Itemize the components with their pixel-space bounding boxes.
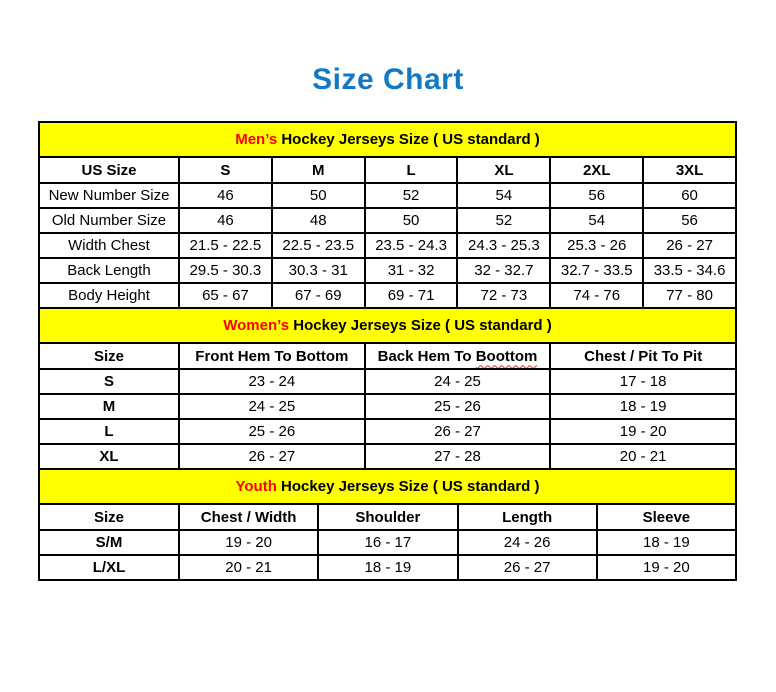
size-value: 21.5 - 22.5	[179, 233, 272, 258]
size-value: 56	[550, 183, 643, 208]
table-row	[39, 183, 736, 208]
size-value: 74 - 76	[550, 283, 643, 308]
table-row	[39, 369, 736, 394]
mens-header-row	[39, 157, 736, 183]
mens-size-table	[38, 121, 737, 309]
size-value: 52	[365, 183, 458, 208]
size-value: 26 - 27	[643, 233, 736, 258]
table-row	[39, 283, 736, 308]
size-value: 31 - 32	[365, 258, 458, 283]
column-header: 2XL	[550, 157, 643, 183]
row-label: S	[39, 369, 179, 394]
row-label: L	[39, 419, 179, 444]
row-label: XL	[39, 444, 179, 469]
table-row	[39, 208, 736, 233]
size-value: 23.5 - 24.3	[365, 233, 458, 258]
size-value: 25 - 26	[179, 419, 365, 444]
size-value: 33.5 - 34.6	[643, 258, 736, 283]
size-value: 46	[179, 208, 272, 233]
size-tables-container	[38, 121, 737, 581]
size-value: 18 - 19	[318, 555, 457, 580]
size-value: 50	[365, 208, 458, 233]
size-value: 25.3 - 26	[550, 233, 643, 258]
size-value: 24.3 - 25.3	[457, 233, 550, 258]
womens-size-table	[38, 307, 737, 470]
womens-table-banner	[39, 308, 736, 343]
womens-banner-highlight: Women’s	[223, 317, 290, 334]
column-header: Size	[39, 504, 179, 530]
spellcheck-underlined-word: Boottom	[475, 347, 538, 365]
column-header: Chest / Width	[179, 504, 318, 530]
size-value: 23 - 24	[179, 369, 365, 394]
womens-banner-row	[39, 308, 736, 343]
table-row	[39, 444, 736, 469]
size-value: 24 - 26	[458, 530, 597, 555]
size-value: 52	[457, 208, 550, 233]
youth-banner-text: Hockey Jerseys Size ( US standard )	[276, 478, 540, 495]
column-header: Sleeve	[597, 504, 736, 530]
size-value: 77 - 80	[643, 283, 736, 308]
mens-banner-highlight: Men’s	[235, 131, 278, 148]
row-label: New Number Size	[39, 183, 179, 208]
table-row	[39, 394, 736, 419]
size-value: 56	[643, 208, 736, 233]
size-value: 65 - 67	[179, 283, 272, 308]
size-value: 32.7 - 33.5	[550, 258, 643, 283]
table-row	[39, 233, 736, 258]
size-value: 54	[550, 208, 643, 233]
column-header: Shoulder	[318, 504, 457, 530]
mens-table-banner	[39, 122, 736, 157]
size-value: 26 - 27	[458, 555, 597, 580]
table-row	[39, 419, 736, 444]
youth-banner-row	[39, 469, 736, 504]
size-value: 67 - 69	[272, 283, 365, 308]
row-label: L/XL	[39, 555, 179, 580]
size-value: 69 - 71	[365, 283, 458, 308]
size-value: 72 - 73	[457, 283, 550, 308]
size-value: 20 - 21	[179, 555, 318, 580]
size-value: 24 - 25	[179, 394, 365, 419]
size-value: 50	[272, 183, 365, 208]
column-header: US Size	[39, 157, 179, 183]
row-label: S/M	[39, 530, 179, 555]
youth-banner-highlight: Youth	[235, 478, 277, 495]
size-value: 24 - 25	[365, 369, 551, 394]
size-value: 48	[272, 208, 365, 233]
row-label: Back Length	[39, 258, 179, 283]
table-row	[39, 555, 736, 580]
size-value: 19 - 20	[550, 419, 736, 444]
row-label: M	[39, 394, 179, 419]
table-row	[39, 258, 736, 283]
size-value: 25 - 26	[365, 394, 551, 419]
column-header: M	[272, 157, 365, 183]
table-row	[39, 530, 736, 555]
womens-banner-text: Hockey Jerseys Size ( US standard )	[289, 317, 552, 334]
row-label: Width Chest	[39, 233, 179, 258]
youth-size-table	[38, 468, 737, 581]
size-value: 29.5 - 30.3	[179, 258, 272, 283]
size-value: 30.3 - 31	[272, 258, 365, 283]
column-header: L	[365, 157, 458, 183]
mens-banner-row	[39, 122, 736, 157]
size-value: 46	[179, 183, 272, 208]
youth-table-banner	[39, 469, 736, 504]
page-title: Size Chart	[312, 63, 464, 96]
size-value: 54	[457, 183, 550, 208]
column-header: Front Hem To Bottom	[179, 343, 365, 369]
youth-header-row	[39, 504, 736, 530]
column-header: Length	[458, 504, 597, 530]
size-value: 18 - 19	[597, 530, 736, 555]
column-header-misspelled	[365, 343, 551, 369]
size-value: 18 - 19	[550, 394, 736, 419]
column-header: S	[179, 157, 272, 183]
column-header: XL	[457, 157, 550, 183]
size-value: 16 - 17	[318, 530, 457, 555]
womens-header-row	[39, 343, 736, 369]
size-value: 32 - 32.7	[457, 258, 550, 283]
size-value: 26 - 27	[179, 444, 365, 469]
size-value: 20 - 21	[550, 444, 736, 469]
mens-banner-text: Hockey Jerseys Size ( US standard )	[277, 131, 540, 148]
size-value: 26 - 27	[365, 419, 551, 444]
size-value: 22.5 - 23.5	[272, 233, 365, 258]
size-value: 17 - 18	[550, 369, 736, 394]
size-value: 27 - 28	[365, 444, 551, 469]
size-value: 60	[643, 183, 736, 208]
column-header: Size	[39, 343, 179, 369]
column-header-text: Back Hem To	[377, 347, 476, 365]
row-label: Body Height	[39, 283, 179, 308]
column-header: Chest / Pit To Pit	[550, 343, 736, 369]
row-label: Old Number Size	[39, 208, 179, 233]
size-value: 19 - 20	[179, 530, 318, 555]
column-header: 3XL	[643, 157, 736, 183]
size-value: 19 - 20	[597, 555, 736, 580]
